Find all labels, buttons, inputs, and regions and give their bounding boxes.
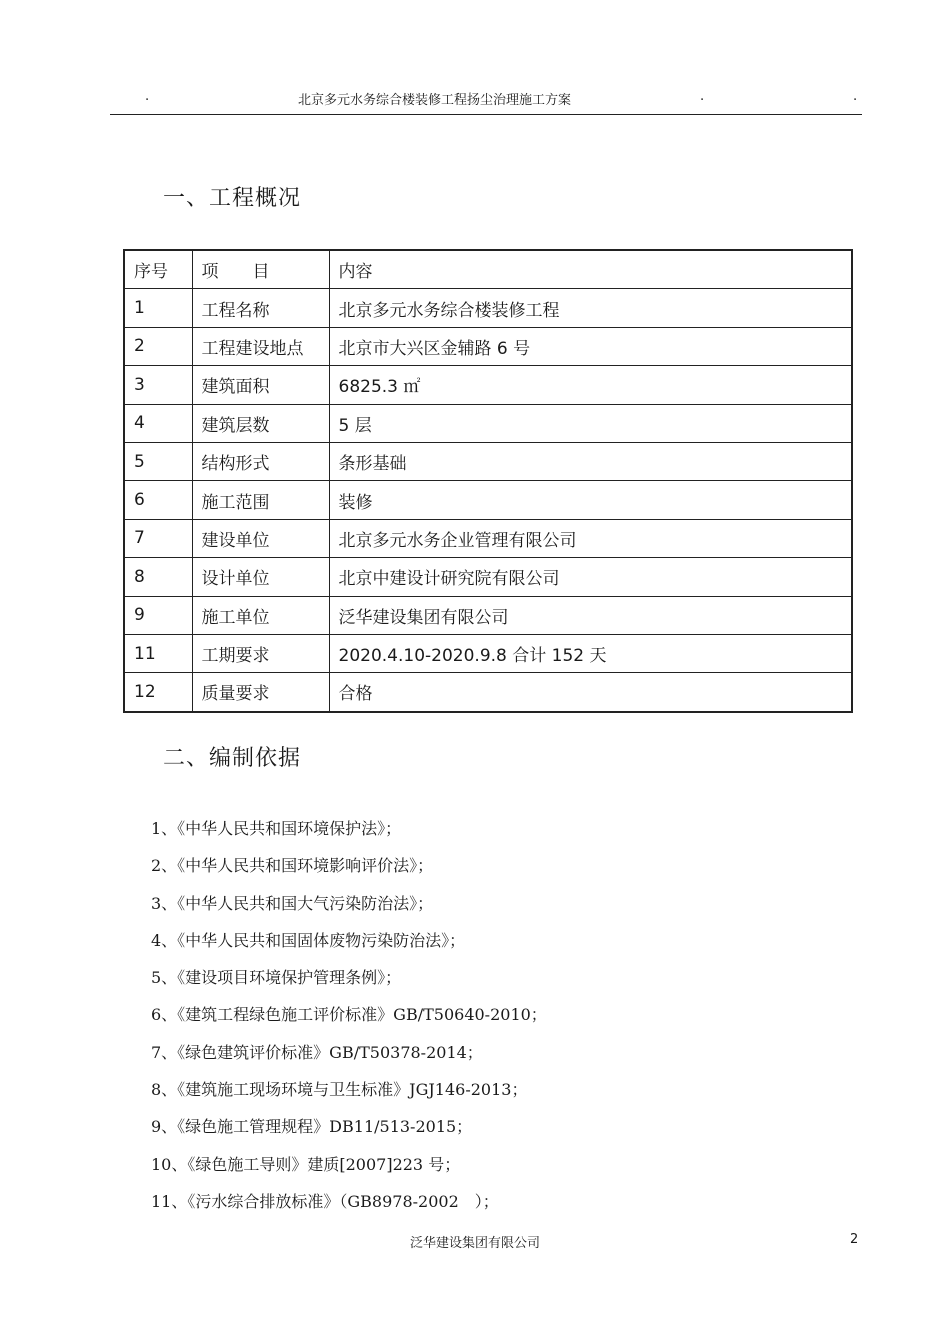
row-index-cell: 6 bbox=[124, 481, 192, 519]
section-title-overview: 一、工程概况 bbox=[163, 186, 302, 211]
header-cell-item: 项 目 bbox=[192, 250, 329, 289]
row-item-cell: 工程建设地点 bbox=[192, 327, 329, 365]
list-item: 5、《建设项目环境保护管理条例》； bbox=[151, 968, 402, 988]
row-index-cell: 9 bbox=[124, 596, 192, 634]
row-item-cell: 质量要求 bbox=[192, 673, 329, 712]
row-content-cell: 合格 bbox=[329, 673, 852, 712]
row-index-cell: 7 bbox=[124, 519, 192, 557]
header-dot-mid: . bbox=[700, 89, 705, 104]
row-content-cell: 装修 bbox=[329, 481, 852, 519]
list-item: 4、《中华人民共和国固体废物污染防治法》； bbox=[151, 930, 466, 950]
table-row bbox=[124, 442, 852, 480]
list-item: 3、《中华人民共和国大气污染防治法》； bbox=[151, 893, 434, 913]
table-row bbox=[124, 289, 852, 327]
page-number: 2 bbox=[850, 1232, 859, 1247]
table-row bbox=[124, 673, 852, 712]
list-item: 2、《中华人民共和国环境影响评价法》； bbox=[151, 856, 434, 876]
row-item-cell: 设计单位 bbox=[192, 558, 329, 596]
footer-company: 泛华建设集团有限公司 bbox=[409, 1236, 540, 1251]
header-dot-left: . bbox=[145, 89, 150, 104]
header-dot-right: . bbox=[853, 89, 858, 104]
row-content-cell: 2020.4.10-2020.9.8 合计 152 天 bbox=[329, 634, 852, 672]
table-row bbox=[124, 634, 852, 672]
table-row bbox=[124, 558, 852, 596]
row-item-cell: 建筑面积 bbox=[192, 366, 329, 404]
header-cell-index: 序号 bbox=[124, 250, 192, 289]
row-content-cell: 泛华建设集团有限公司 bbox=[329, 596, 852, 634]
row-content-cell: 北京中建设计研究院有限公司 bbox=[329, 558, 852, 596]
table-row bbox=[124, 596, 852, 634]
row-item-cell: 施工范围 bbox=[192, 481, 329, 519]
row-item-cell: 建筑层数 bbox=[192, 404, 329, 442]
table-row bbox=[124, 366, 852, 404]
project-overview-table bbox=[123, 249, 853, 713]
list-item: 1、《中华人民共和国环境保护法》； bbox=[151, 819, 402, 838]
row-item-cell: 施工单位 bbox=[192, 596, 329, 634]
row-item-cell: 建设单位 bbox=[192, 519, 329, 557]
header-cell-content: 内容 bbox=[329, 250, 852, 289]
row-index-cell: 4 bbox=[124, 404, 192, 442]
list-item: 9、《绿色施工管理规程》DB11/513-2015； bbox=[151, 1117, 473, 1137]
header-divider bbox=[110, 114, 862, 115]
row-index-cell: 8 bbox=[124, 558, 192, 596]
row-index-cell: 12 bbox=[124, 673, 192, 712]
row-index-cell: 5 bbox=[124, 442, 192, 480]
row-content-cell: 5 层 bbox=[329, 404, 852, 442]
row-content-cell: 北京多元水务企业管理有限公司 bbox=[329, 519, 852, 557]
table-row bbox=[124, 327, 852, 365]
header-title: 北京多元水务综合楼装修工程扬尘治理施工方案 bbox=[298, 93, 572, 108]
page-header bbox=[110, 89, 860, 109]
table-row bbox=[124, 519, 852, 557]
row-index-cell: 2 bbox=[124, 327, 192, 365]
list-item: 7、《绿色建筑评价标准》GB/T50378-2014； bbox=[151, 1042, 483, 1062]
list-item: 8、《建筑施工现场环境与卫生标准》JGJ146-2013； bbox=[151, 1080, 528, 1100]
row-item-cell: 结构形式 bbox=[192, 442, 329, 480]
row-index-cell: 3 bbox=[124, 366, 192, 404]
list-item: 10、《绿色施工导则》建质[2007]223 号； bbox=[151, 1154, 461, 1174]
row-content-cell: 条形基础 bbox=[329, 442, 852, 480]
row-item-cell: 工期要求 bbox=[192, 634, 329, 672]
row-index-cell: 1 bbox=[124, 289, 192, 327]
row-content-cell: 北京市大兴区金辅路 6 号 bbox=[329, 327, 852, 365]
row-content-cell: 6825.3 ㎡ bbox=[329, 366, 852, 404]
list-item: 11、《污水综合排放标准》（GB8978-2002 ）； bbox=[151, 1191, 499, 1211]
basis-list bbox=[151, 810, 851, 1220]
list-item: 6、《建筑工程绿色施工评价标准》GB/T50640-2010； bbox=[151, 1005, 547, 1025]
row-content-cell: 北京多元水务综合楼装修工程 bbox=[329, 289, 852, 327]
table-row bbox=[124, 481, 852, 519]
table-row bbox=[124, 404, 852, 442]
section-title-basis: 二、编制依据 bbox=[163, 746, 302, 771]
table-header-row bbox=[124, 250, 852, 289]
row-index-cell: 11 bbox=[124, 634, 192, 672]
row-item-cell: 工程名称 bbox=[192, 289, 329, 327]
